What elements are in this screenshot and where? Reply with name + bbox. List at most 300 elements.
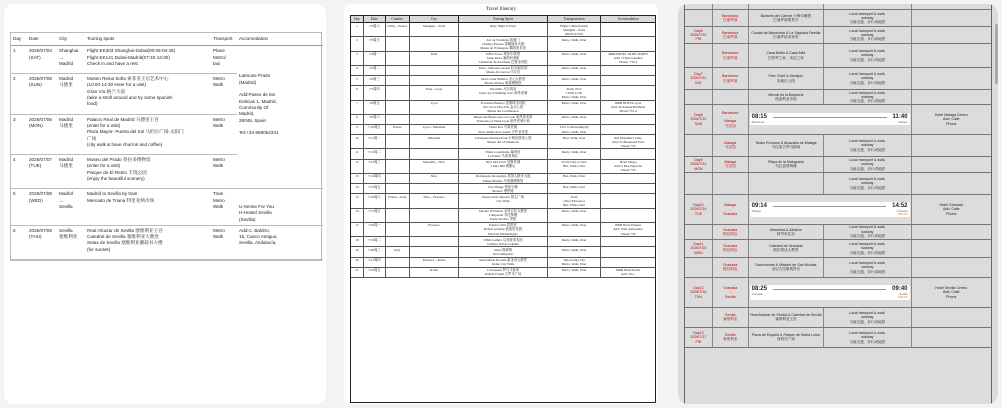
accomodation-line: Add:Paseo de las [239, 92, 276, 98]
day-cell: 11 [351, 149, 364, 158]
country-cell [386, 135, 410, 148]
accomodation-line: Add:C. Baldrio, [239, 227, 270, 233]
city-cell: Sevilla 塞维利亚 [713, 308, 749, 327]
transportation-cell: Boat, Walk, Uber [548, 135, 602, 148]
city-cell [713, 90, 749, 104]
transportation-cell: Metro, Walk, Uber [548, 115, 602, 124]
city-cell: Lyon→Marseille [410, 125, 460, 134]
day-cell: 3 [11, 114, 27, 154]
date-cell: 7/18周一 [364, 223, 386, 236]
city-cell [410, 209, 460, 222]
accomodation-cell [601, 174, 655, 183]
touring-spot-cell: Sacromonte & Mirador de San Nicolás 圣尼古拉斯观景台 [749, 258, 825, 277]
grid-row [351, 149, 655, 159]
grid-row [351, 37, 655, 51]
date-cell: 7/6周三 [364, 76, 386, 85]
city-cell: Sevilla 塞维利亚 [713, 328, 749, 347]
accomodation-cell [237, 225, 323, 259]
spot-line: 广场 [87, 135, 97, 141]
city-cell: Barcelona 巴塞罗那 [713, 27, 749, 43]
ticket-times [752, 286, 908, 293]
accomodation-cell [601, 76, 655, 85]
date-cell: 7/19周二 [364, 237, 386, 246]
grid-row [351, 23, 655, 37]
country-cell [386, 149, 410, 158]
day-cell: 17 [351, 223, 364, 236]
country-cell [386, 209, 410, 222]
date-cell: 7/12周二 [364, 149, 386, 158]
day-cell: Day8 2026/7/12 SUN [685, 105, 713, 134]
day-cell [685, 135, 713, 156]
spot-line: Museo del Prado 普拉多博物馆 [87, 157, 151, 163]
touring-spots-cell: Arc de Triomphe 凯旋门 Champs-Élysées 香榝丽舍大街 Musée de l'Orangerie 橘园美术馆 [459, 37, 547, 50]
country-cell [386, 76, 410, 85]
accomodation-line: H-Hostel Sevilla [239, 210, 272, 216]
touring-spot-cell [749, 4, 825, 9]
country-cell [386, 174, 410, 183]
itinerary-document-1 [4, 4, 326, 404]
accomodation-cell: Hotel Granada Add: Calle Phone [939, 202, 963, 216]
city-cell: Paris→Lyon [410, 86, 460, 99]
city-cell: Lyon [410, 101, 460, 114]
day-cell: 2 [11, 74, 27, 114]
transport-line: Plane [213, 48, 225, 54]
to-station: Malaga [898, 120, 908, 125]
touring-spots-cell: Sacré-Cœur Basilica 圣心大教堂 Musée d'Orsay 奥赛博物馆 [459, 76, 547, 85]
document-title: Travel Itinerary [485, 7, 517, 12]
country-cell [386, 101, 410, 114]
day-cell [685, 10, 713, 26]
accomodation-cell: B&B HOTEL Lyon Add: 26 Avenue Berthelot Phone:+33-4 [610, 101, 646, 114]
transport-cell [211, 155, 237, 189]
city-line: Madrid [59, 60, 74, 66]
touring-spots-cell: Santa Maria Novella 新圣母大教堂 Rome City Walk [459, 258, 547, 267]
grid-row [351, 174, 655, 184]
date-line: (TUE) [29, 163, 42, 169]
city-cell [410, 237, 460, 246]
departure-time: 08:25 [751, 285, 767, 292]
spain-itinerary-grid [684, 4, 992, 404]
country-cell [386, 37, 410, 50]
accomodation-line: (Sevilla) [239, 216, 256, 222]
accomodation-line: Tel:+34-688054341 [239, 130, 279, 136]
grid-row [685, 258, 991, 278]
accomodation-cell [912, 225, 991, 239]
ticket-price: €45.00 [898, 294, 908, 299]
spot-line: Museo Reina Sofia 索菲亚王后艺术中心 [87, 76, 169, 82]
city-line: Madrid [59, 76, 74, 82]
city-line: Madrid [59, 191, 74, 197]
transport-cell: Local transport & walk, subway 当地交通、步行或地铁 [824, 258, 911, 277]
transport-cell [211, 189, 237, 225]
grid-header-country: Country [386, 16, 410, 22]
transport-cell: Local transport & walk, subway 当地交通、步行或地铁 [824, 68, 911, 89]
day-cell: 6 [11, 225, 27, 259]
day-cell: 20 [351, 258, 364, 267]
grid-row [351, 160, 655, 174]
city-cell: Granada → Sevilla [713, 278, 749, 307]
city-line: Madrid [59, 157, 74, 163]
day-cell: 19 [351, 247, 364, 256]
spot-line: Real Alcazar de Sevilla 塞维利亚王宫 [87, 227, 163, 233]
date-cell: 7/7周四 [364, 86, 386, 99]
touring-spots-cell: Fourvière Basilica 富维耶圣母院 Parc de la Tête d'Or 金头公园 Musée des Confluences [459, 101, 547, 114]
transportation-cell: Bus, Walk, Uber [548, 174, 602, 183]
transport-cell: Local transport & walk, subway 当地交通、步行或地铁 [824, 44, 911, 67]
spot-line: Palacio Real de Madrid 马德里王宫 [87, 116, 159, 122]
grid-row [685, 225, 991, 240]
accomodation-cell [237, 189, 323, 225]
from-station: Granada [751, 291, 763, 296]
transport-cell [211, 114, 237, 154]
date-line: 2026/07/05 [29, 76, 52, 82]
country-cell [386, 268, 410, 277]
accomodation-cell [912, 27, 991, 43]
city-cell [410, 184, 460, 193]
spot-line: Plaza Mayor- Puerta del Sol 马约尔广场-太阳门 [87, 129, 184, 135]
date-cell: 7/4周一 [364, 52, 386, 65]
grid-row [351, 258, 655, 268]
city-cell [713, 4, 749, 9]
date-cell: 7/11周一 [364, 135, 386, 148]
transport-cell: Local transport & walk, subway 当地交通、步行或地铁 [824, 10, 911, 26]
transportation-cell: Metro, Walk, Uber [548, 223, 602, 236]
transport-line: Metro [213, 116, 225, 122]
country-cell [386, 223, 410, 236]
grid-row [685, 44, 991, 68]
header-transport: Transport [211, 33, 237, 46]
city-line: Sevilla [59, 227, 73, 233]
city-cell: Paris [410, 52, 460, 65]
transportation-cell: Metro, Walk, Uber [548, 37, 602, 50]
touring-spots-cell: Promenade des Anglais 英国人散步大道 Musée Matisse 马蒂斯博物馆 [459, 174, 547, 183]
touring-spot-cell [749, 173, 825, 194]
day-cell: 14 [351, 184, 364, 193]
accomodation-line: Latmuse Prado [239, 73, 271, 79]
header-accomodation: Accomodation [237, 33, 323, 46]
touring-spots-cell: Duomo di Firenze 圣母百花大教堂 Campanile 乔托钟楼 Ponte Vecchio 老桥 [459, 209, 547, 222]
spot-line: Catedral de Sevilla 塞维利亚大教堂 [87, 234, 159, 240]
date-line: (THU) [29, 234, 42, 240]
city-cell: Malaga → Granada [713, 195, 749, 224]
train-ticket-card[interactable] [750, 285, 910, 301]
city-cell: Barcelona 巴塞罗那 [713, 44, 749, 67]
transportation-cell: Metro, Walk, Uber [548, 209, 602, 222]
city-cell [410, 37, 460, 50]
touring-spots-cell: Eze Village 埃兹小镇 Monaco 摩纳哥 [459, 184, 547, 193]
touring-spots-cell [85, 46, 211, 74]
date-cell [27, 189, 57, 225]
day-cell: 1 [11, 46, 27, 74]
city-line: 马德里 [59, 82, 73, 88]
country-cell [386, 86, 410, 99]
day-cell [685, 44, 713, 67]
table-header-row [11, 33, 323, 46]
touring-spots-cell: Musée des Beaux-Arts de Lyon 里昂美术馆 Traboules of Vieux Lyon 里昂老城小巷 [459, 115, 547, 124]
spot-line: Parque de El Retiro 丰饶公园 [87, 169, 147, 175]
accomodation-cell [601, 184, 655, 193]
day-cell: Day12 2026/7/16 THU [685, 278, 713, 307]
accomodation-cell [912, 173, 991, 194]
grid-header-day: Day [351, 16, 364, 22]
touring-spots-cell: Piazza della Signoria 领主广场 City Walk [459, 194, 547, 207]
day-cell: 9 [351, 125, 364, 134]
transport-line: Metro [213, 197, 225, 203]
day-cell: 5 [11, 189, 27, 225]
from-station: Barcelona [751, 120, 765, 125]
spot-line: (enter for a visit) [87, 163, 121, 169]
date-cell: 7/5周二 [364, 66, 386, 75]
day-cell: 4 [351, 66, 364, 75]
accomodation-cell [601, 209, 655, 222]
grid-row [351, 52, 655, 66]
train-ticket-cell [749, 195, 912, 224]
day-cell: 7 [351, 101, 364, 114]
transport-cell [211, 225, 237, 259]
day-cell: 13 [351, 174, 364, 183]
grid-header-transportation: Transportation [548, 16, 602, 22]
date-line: (WED) [29, 197, 43, 203]
ticket-times [752, 203, 908, 210]
date-line: 2026/07/09 [29, 227, 52, 233]
country-cell: France [386, 125, 410, 134]
accomodation-cell [601, 247, 655, 256]
accomodation-cell [912, 258, 991, 277]
touring-spots-cell [85, 114, 211, 154]
itinerary-table-container [10, 32, 322, 261]
date-cell: 7/13周三 [364, 160, 386, 173]
city-cell: Florence→Rome [410, 258, 460, 267]
accomodation-cell: B&B HOTEL PARIS PORTE Add: 13 Rue Gaudion Phone: +33-2 [608, 52, 648, 65]
date-line: 2026/07/04 [29, 48, 52, 54]
day-cell: Day9 2026/7/13 MON [685, 157, 713, 172]
grid-row [685, 135, 991, 157]
grid-row [351, 237, 655, 247]
grid-row [685, 278, 991, 308]
transportation-cell: Italo train(1.5h) Metro, Walk, Uber [548, 258, 602, 267]
touring-spots-cell: Siena 锡耶纳 San Gimignano [459, 247, 547, 256]
city-cell: Marseille→Nice [410, 160, 460, 173]
accomodation-cell [601, 258, 655, 267]
country-cell [386, 66, 410, 75]
day-cell: 15 [351, 194, 364, 207]
grid-row [351, 115, 655, 125]
grid-header-date: Date [364, 16, 386, 22]
transport-cell [211, 46, 237, 74]
date-line: (SUN) [29, 82, 42, 88]
grid-row [351, 66, 655, 76]
day-cell: Day6 2026/7/10 FRI [685, 27, 713, 43]
city-line: Madrid [59, 116, 74, 122]
country-cell [386, 52, 410, 65]
grid-row [685, 157, 991, 173]
touring-spot-cell: Mercat de la Boqueria 波盖利亚市场 [749, 90, 825, 104]
grid-body [351, 23, 655, 278]
to-station: Granada [896, 208, 908, 213]
spot-line: (enjoy the beautiful scenery) [87, 176, 145, 182]
transportation-cell: Metro, Walk, Uber [548, 149, 602, 158]
arrival-time: 14:52 [892, 202, 908, 209]
transportation-cell: TGV to Marseille(2h) Metro, Walk, Uber [548, 125, 602, 134]
accomodation-cell [912, 157, 991, 172]
city-cell: Nice→Florence [410, 194, 460, 207]
transport-line: Walk [213, 203, 224, 209]
transport-cell: Local transport & walk, subway 当地交通、步行或地铁 [824, 135, 911, 156]
touring-spots-cell: Tuile / Tuileries Garden 杜乐丽花园 Musée du Louvre 卢浮宫 [459, 66, 547, 75]
day-cell: 10 [351, 135, 364, 148]
travel-itinerary-grid [350, 15, 656, 403]
spot-line: Check in and have a rest [87, 60, 138, 66]
arrival-time: 09:40 [892, 285, 908, 292]
transportation-cell: Metro, Walk, Uber [548, 247, 602, 256]
date-cell [27, 225, 57, 259]
city-cell: Barcelona → Malaga 马拉加 [713, 105, 749, 134]
accomodation-line: Sevilla, Andalucía, [239, 240, 277, 246]
city-cell [57, 74, 85, 114]
touring-spots-cell: Eiffel Tower 埃菲尔铁塔 Seine River 塞纳河游船 Cathédrale Notre-Dame 巴黎圣母院 [459, 52, 547, 65]
day-cell: 5 [351, 76, 364, 85]
transport-line: Walk [213, 163, 224, 169]
header-city: City [57, 33, 85, 46]
spot-line: food) [87, 101, 98, 107]
grid-row [685, 173, 991, 195]
arrival-time: 11:40 [892, 114, 908, 121]
date-line: (SAT) [29, 54, 41, 60]
touring-spot-cell: Real Alcázar de Sevilla & Catedral de Sevilla 塞维利亚王宫 [749, 308, 825, 327]
grid-row [351, 194, 655, 208]
day-cell [685, 308, 713, 327]
touring-spots-cell: Rest: flight to Paris [459, 23, 547, 36]
day-cell: 4 [11, 155, 27, 189]
city-cell: Barcelona 巴塞罗那 [713, 10, 749, 26]
touring-spots-cell: Calanques National Park 卡朗克国家公园 Musée des Civilisations [459, 135, 547, 148]
from-station: Malaga [751, 208, 761, 213]
day-cell: 18 [351, 237, 364, 246]
grid-row [685, 90, 991, 105]
itinerary-table [11, 33, 323, 260]
spot-line: Gran Vía 格兰大道 [87, 88, 126, 94]
country-cell [386, 237, 410, 246]
transport-cell: Local transport & walk, subway 当地交通、步行或地铁 [824, 225, 911, 239]
header-day: Day [11, 33, 27, 46]
transport-cell: Local transport & walk, subway 当地交通、步行或地铁 [824, 27, 911, 43]
city-cell: Marseille [410, 135, 460, 148]
route-line [773, 203, 886, 207]
transportation-cell: Metro, Walk, Uber [548, 101, 602, 114]
date-cell: 7/15周五 [364, 184, 386, 193]
city-line: → [59, 197, 64, 203]
touring-spots-cell: Palais Longchamp 隆尚宫 Le Panier 马赛老城区 [459, 149, 547, 158]
accomodation-cell [601, 237, 655, 246]
touring-spots-cell [85, 74, 211, 114]
transport-cell: Local transport & walk, subway 当地交通、步行或地铁 [824, 157, 911, 172]
date-line: 2026/07/08 [29, 191, 52, 197]
grid-row [351, 268, 655, 278]
accomodation-line: 28045, Spain [239, 117, 267, 123]
day-cell: Day7 2026/7/11 SAT [685, 68, 713, 89]
day-cell [685, 4, 713, 9]
city-cell: Malaga 马拉加 [713, 157, 749, 172]
transportation-cell: Metro, Walk, Uber [548, 268, 602, 277]
date-cell [27, 74, 57, 114]
grid-row [351, 209, 655, 223]
spot-line: (take a stroll around and try some spanish [87, 95, 173, 101]
city-cell [57, 114, 85, 154]
accomodation-cell [601, 37, 655, 50]
country-cell [386, 184, 410, 193]
ticket-times [752, 114, 908, 121]
train-ticket-card[interactable] [750, 202, 910, 218]
accomodation-cell [912, 240, 991, 257]
city-cell: Shanghai→Paris [410, 23, 460, 36]
train-ticket-card[interactable] [750, 113, 910, 125]
header-date: Date [27, 33, 57, 46]
accomodation-cell [601, 86, 655, 99]
touring-spots-cell: Colosseum 罗马斗兽场 Roman Forum 古罗马广场 [459, 268, 547, 277]
accomodation-line: Community Of [239, 104, 269, 110]
accomodation-cell [912, 308, 991, 327]
country-cell [386, 258, 410, 267]
grid-row [685, 68, 991, 90]
touring-spot-cell: Plaza de España & Parque de María Luisa 西班牙广场 [749, 328, 825, 347]
city-cell [410, 247, 460, 256]
date-cell: 7/22周五 [364, 268, 386, 277]
grid-header-touring-spots: Touring Spots [459, 16, 547, 22]
city-cell [410, 115, 460, 124]
scrollbar[interactable] [995, 24, 998, 84]
transport-line: taxi [213, 60, 221, 66]
transport-cell: Local transport & walk, subway 当地交通、步行或地铁 [824, 240, 911, 257]
day-cell: Day13 2026/7/17 FRI [685, 328, 713, 347]
touring-spots-cell [85, 225, 211, 259]
accomodation-cell [912, 4, 991, 9]
date-cell: 7/17周日 [364, 209, 386, 222]
date-line: (MON) [29, 122, 43, 128]
city-cell: Granada 格拉纳达 [713, 258, 749, 277]
date-cell: 7/8周五 [364, 101, 386, 114]
day-cell: 1 [351, 23, 364, 36]
city-cell: Granada 格拉纳达 [713, 240, 749, 257]
city-cell: Florence [410, 223, 460, 236]
touring-spot-cell: Catedral de Granada 格拉纳达大教堂 [749, 240, 825, 257]
grid-row [351, 101, 655, 115]
spot-line: (city walk & have churros and coffee) [87, 141, 163, 147]
day-cell: 21 [351, 268, 364, 277]
table-row [11, 225, 323, 259]
route-line [773, 114, 887, 118]
day-cell: 6 [351, 86, 364, 99]
ticket-stations [752, 121, 908, 124]
touring-spot-cell: Parc Güell & Montjuïc 宋威尔公园 [749, 68, 825, 89]
to-station: Sevilla [899, 291, 908, 296]
city-cell: Nice [410, 174, 460, 183]
spot-line: Madrid to Sevilla by train [87, 191, 138, 197]
accomodation-line: Delicias 1, Madrid, [239, 98, 277, 104]
grid-row [351, 223, 655, 237]
transport-cell [211, 74, 237, 114]
city-cell: Rome [410, 268, 460, 277]
grid-header-accomodation: Accomodation [617, 17, 639, 21]
touring-spot-cell: Teatro Romano & Alcazaba de Malaga 马拉加古罗马剧场 [749, 135, 825, 156]
transportation-cell: Bus, Walk, Uber [548, 184, 602, 193]
accomodation-line: (Madrid) [239, 79, 257, 85]
grid-row [685, 10, 991, 27]
transportation-cell: Metro, Walk, Uber [548, 76, 602, 85]
day-cell [685, 225, 713, 239]
date-cell [27, 46, 57, 74]
city-line: 马德里 [59, 122, 73, 128]
touring-spot-cell: Bunkers del Carmel 卡梅尔磉堡 巴塞罗那观景台 [749, 10, 825, 26]
